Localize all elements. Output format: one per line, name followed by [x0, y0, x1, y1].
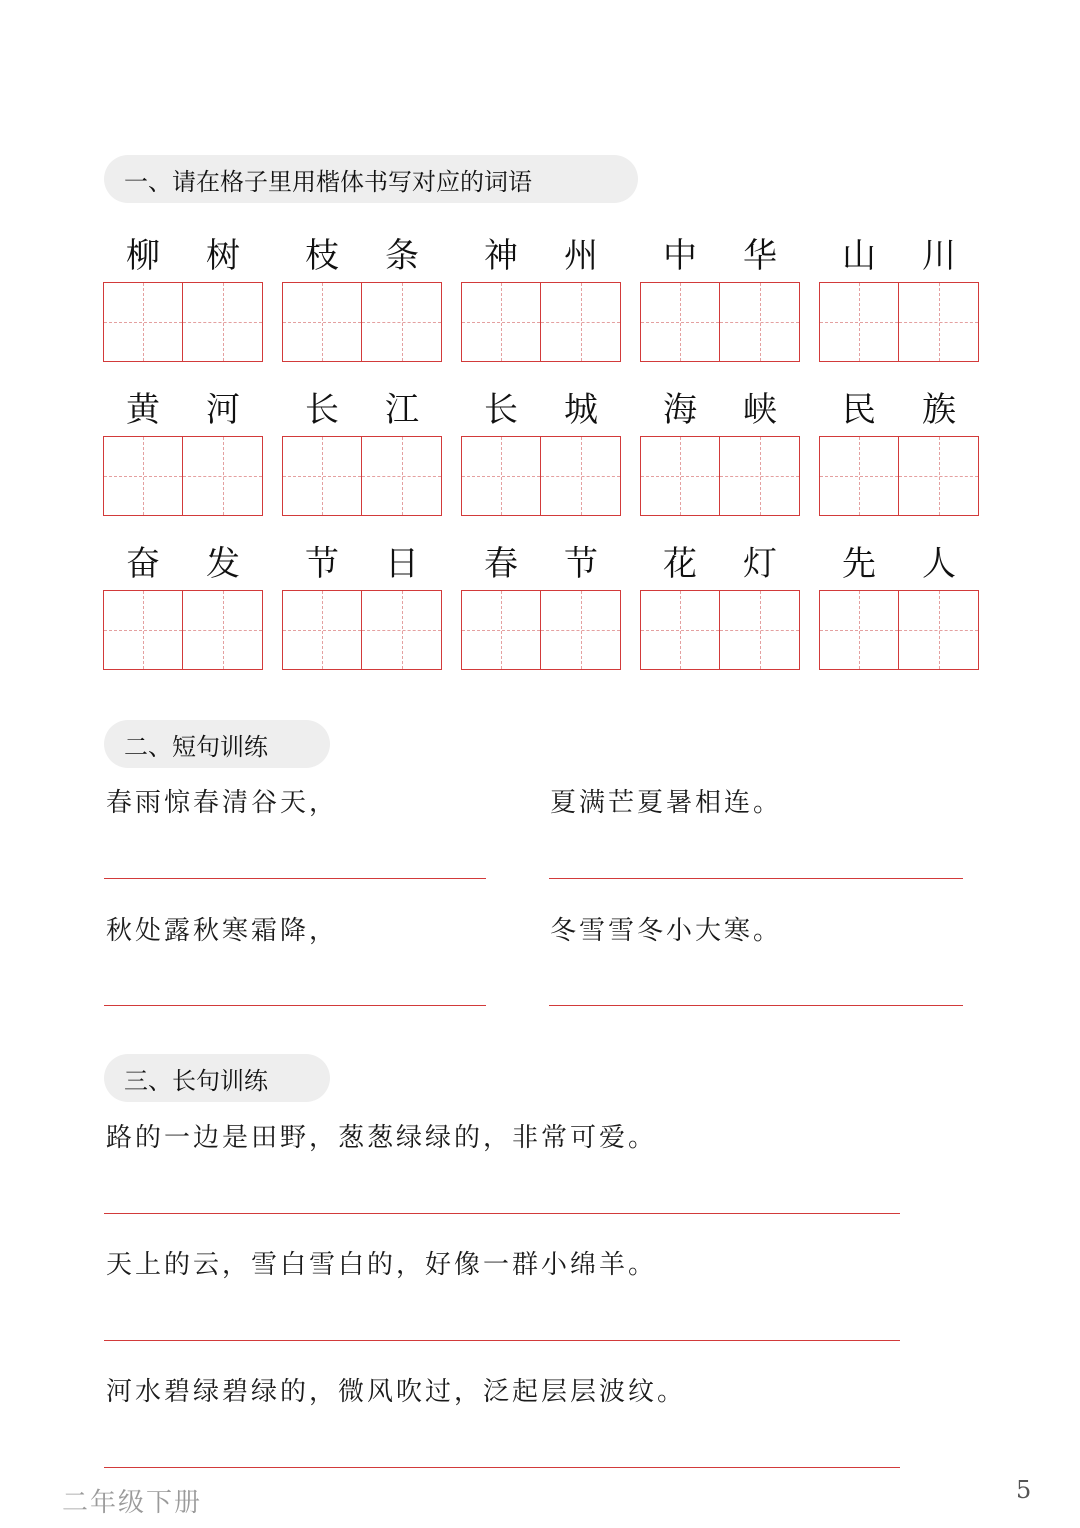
- word-group: [282, 530, 442, 670]
- writing-cell[interactable]: [282, 436, 362, 516]
- word-grid: [103, 222, 983, 684]
- word-group: [103, 376, 263, 516]
- section-1-title: 一、请在格子里用楷体书写对应的词语: [124, 167, 532, 196]
- word-group: [819, 376, 979, 516]
- writing-cell[interactable]: [461, 436, 541, 516]
- book-title: 二年级下册: [62, 1488, 203, 1518]
- page-number: 5: [1016, 1476, 1032, 1504]
- word-char: 树: [206, 235, 240, 276]
- writing-cell[interactable]: [720, 590, 800, 670]
- word-char: 枝: [305, 235, 339, 276]
- word-char: 人: [922, 543, 956, 584]
- word-row: [103, 530, 983, 670]
- short-sentence-prompt: 冬雪雪冬小大寒。: [550, 916, 783, 946]
- word-char: 族: [922, 389, 956, 430]
- word-group: [103, 530, 263, 670]
- long-sentence-prompt: 河水碧绿碧绿的，微风吹过，泛起层层波纹。: [106, 1377, 687, 1407]
- word-char: 山: [842, 235, 876, 276]
- section-2-heading: [104, 720, 330, 768]
- word-group: [461, 222, 621, 362]
- long-sentence-prompt: 路的一边是田野，葱葱绿绿的，非常可爱。: [106, 1123, 658, 1153]
- short-sentence-prompt: 秋处露秋寒霜降，: [106, 916, 339, 946]
- word-group: [282, 222, 442, 362]
- word-char: 黄: [126, 389, 160, 430]
- word-char: 海: [663, 389, 697, 430]
- writing-cell[interactable]: [103, 282, 183, 362]
- word-row: [103, 222, 983, 362]
- word-char: 节: [564, 543, 598, 584]
- writing-cell[interactable]: [640, 282, 720, 362]
- word-char: 长: [484, 389, 518, 430]
- writing-cell[interactable]: [362, 590, 442, 670]
- word-group: [640, 530, 800, 670]
- word-group: [103, 222, 263, 362]
- writing-cell[interactable]: [720, 282, 800, 362]
- answer-line[interactable]: [104, 1213, 900, 1214]
- writing-cell[interactable]: [899, 590, 979, 670]
- word-char: 华: [743, 235, 777, 276]
- long-sentence-prompt: 天上的云，雪白雪白的，好像一群小绵羊。: [106, 1250, 658, 1280]
- word-char: 日: [385, 543, 419, 584]
- answer-line[interactable]: [104, 1467, 900, 1468]
- word-char: 州: [564, 235, 598, 276]
- word-char: 奋: [126, 543, 160, 584]
- writing-cell[interactable]: [362, 282, 442, 362]
- writing-cell[interactable]: [282, 282, 362, 362]
- word-char: 灯: [743, 543, 777, 584]
- writing-cell[interactable]: [899, 282, 979, 362]
- writing-cell[interactable]: [541, 282, 621, 362]
- writing-cell[interactable]: [720, 436, 800, 516]
- word-char: 春: [484, 543, 518, 584]
- writing-cell[interactable]: [183, 590, 263, 670]
- word-char: 长: [305, 389, 339, 430]
- writing-cell[interactable]: [819, 282, 899, 362]
- writing-cell[interactable]: [541, 590, 621, 670]
- short-sentence-prompt: 春雨惊春清谷天，: [106, 788, 339, 818]
- writing-cell[interactable]: [183, 282, 263, 362]
- word-group: [819, 222, 979, 362]
- word-char: 民: [842, 389, 876, 430]
- writing-cell[interactable]: [899, 436, 979, 516]
- word-group: [640, 376, 800, 516]
- word-char: 城: [564, 389, 598, 430]
- word-char: 江: [385, 389, 419, 430]
- word-char: 中: [663, 235, 697, 276]
- word-group: [461, 376, 621, 516]
- writing-cell[interactable]: [461, 282, 541, 362]
- word-group: [640, 222, 800, 362]
- word-char: 川: [922, 235, 956, 276]
- word-char: 发: [206, 543, 240, 584]
- writing-cell[interactable]: [541, 436, 621, 516]
- writing-cell[interactable]: [640, 436, 720, 516]
- word-row: [103, 376, 983, 516]
- writing-cell[interactable]: [640, 590, 720, 670]
- answer-line[interactable]: [104, 1005, 486, 1006]
- word-char: 峡: [743, 389, 777, 430]
- answer-line[interactable]: [549, 878, 963, 879]
- writing-cell[interactable]: [103, 590, 183, 670]
- word-group: [282, 376, 442, 516]
- word-char: 神: [484, 235, 518, 276]
- word-char: 条: [385, 235, 419, 276]
- word-group: [461, 530, 621, 670]
- writing-cell[interactable]: [819, 436, 899, 516]
- section-3-heading: [104, 1054, 330, 1102]
- writing-cell[interactable]: [362, 436, 442, 516]
- section-2-title: 二、短句训练: [124, 732, 268, 761]
- word-char: 河: [206, 389, 240, 430]
- word-char: 先: [842, 543, 876, 584]
- writing-cell[interactable]: [461, 590, 541, 670]
- word-group: [819, 530, 979, 670]
- writing-cell[interactable]: [103, 436, 183, 516]
- writing-cell[interactable]: [819, 590, 899, 670]
- answer-line[interactable]: [549, 1005, 963, 1006]
- section-3-title: 三、长句训练: [124, 1066, 268, 1095]
- short-sentence-prompt: 夏满芒夏暑相连。: [550, 788, 783, 818]
- word-char: 节: [305, 543, 339, 584]
- section-1-heading: [104, 155, 638, 203]
- answer-line[interactable]: [104, 1340, 900, 1341]
- writing-cell[interactable]: [282, 590, 362, 670]
- answer-line[interactable]: [104, 878, 486, 879]
- writing-cell[interactable]: [183, 436, 263, 516]
- word-char: 柳: [126, 235, 160, 276]
- word-char: 花: [663, 543, 697, 584]
